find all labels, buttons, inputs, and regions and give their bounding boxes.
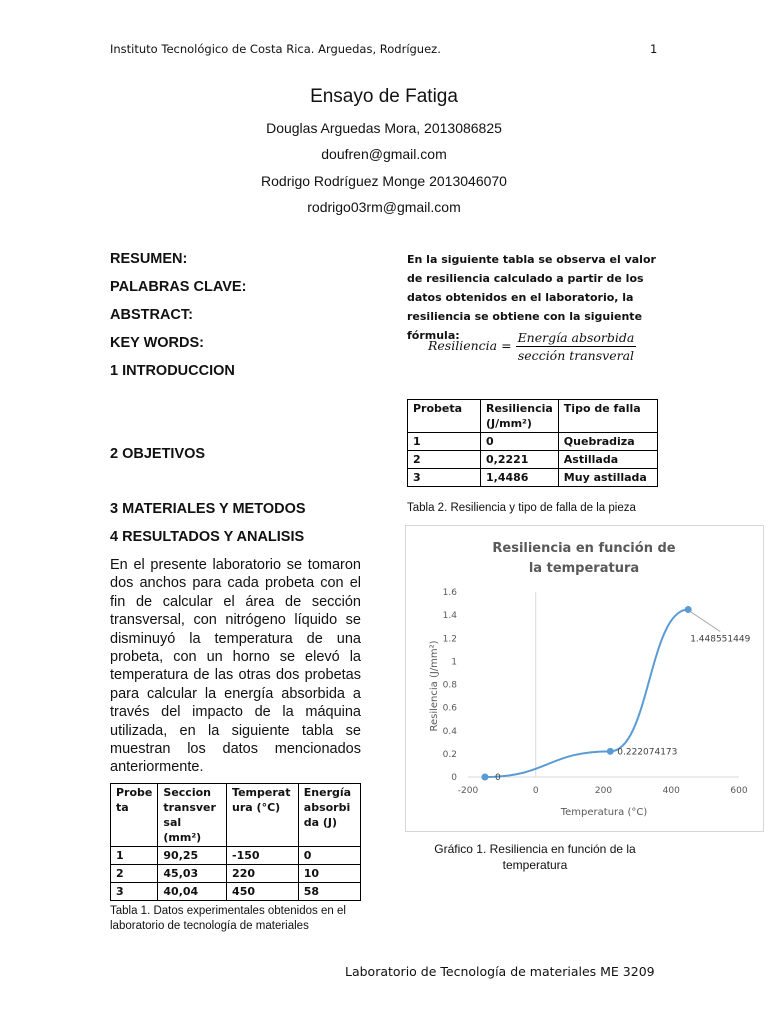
data-point bbox=[607, 748, 614, 755]
section-introduccion: 1 INTRODUCCION bbox=[110, 363, 235, 379]
formula-lhs: Resiliencia = bbox=[428, 338, 512, 353]
table-2-header-cell: Probeta bbox=[408, 400, 481, 433]
y-tick-label: 1.4 bbox=[442, 611, 457, 622]
table-cell: 45,03 bbox=[158, 865, 227, 883]
table-cell: 450 bbox=[227, 883, 299, 901]
table-1-caption: Tabla 1. Datos experimentales obtenidos en el laboratorio de tecnología de materiales bbox=[110, 905, 346, 932]
table-cell: 3 bbox=[408, 469, 481, 487]
y-tick-label: 1.6 bbox=[442, 588, 457, 598]
table-row bbox=[111, 865, 361, 883]
table-row bbox=[111, 883, 361, 901]
x-tick-label: -200 bbox=[457, 786, 479, 796]
table-cell: 3 bbox=[111, 883, 158, 901]
data-label: 0 bbox=[494, 773, 501, 783]
chart-axes bbox=[468, 592, 739, 777]
chart-x-axis-label: Temperatura (°C) bbox=[560, 807, 648, 818]
author-email-2: rodrigo03rm@gmail.com bbox=[307, 199, 461, 215]
table-1-header-cell: Energía absorbi da (J) bbox=[298, 784, 360, 847]
table-row bbox=[111, 847, 361, 865]
y-tick-label: 0.4 bbox=[442, 726, 457, 737]
table-1 bbox=[110, 783, 361, 901]
author-email-1: doufren@gmail.com bbox=[321, 146, 447, 162]
table-1-header-row bbox=[111, 784, 361, 847]
running-header: Instituto Tecnológico de Costa Rica. Arguedas, Rodríguez. bbox=[110, 42, 441, 56]
y-tick-label: 1 bbox=[451, 657, 457, 668]
formula-fraction bbox=[516, 330, 637, 363]
y-tick-label: 1.2 bbox=[442, 634, 457, 645]
table-2-caption: Tabla 2. Resiliencia y tipo de falla de la pieza bbox=[407, 502, 636, 514]
table-cell: 40,04 bbox=[158, 883, 227, 901]
table-2-header-cell: Resiliencia (J/mm²) bbox=[481, 400, 559, 433]
chart-title-line-1: Resiliencia en función de bbox=[492, 541, 676, 556]
section-resultados: 4 RESULTADOS Y ANALISIS bbox=[110, 529, 305, 545]
table-cell: 1,4486 bbox=[481, 469, 559, 487]
table-row bbox=[408, 451, 658, 469]
section-key-words: KEY WORDS: bbox=[110, 335, 204, 351]
chart-caption: Gráfico 1. Resiliencia en función de la temperatura bbox=[434, 842, 636, 872]
formula-denominator: sección transveral bbox=[517, 348, 635, 363]
table-cell: 10 bbox=[298, 865, 360, 883]
table-1-header-cell: Probe ta bbox=[111, 784, 158, 847]
table-cell: Muy astillada bbox=[558, 469, 657, 487]
section-resumen: RESUMEN: bbox=[110, 251, 188, 267]
section-objetivos: 2 OBJETIVOS bbox=[110, 446, 206, 462]
section-abstract: ABSTRACT: bbox=[110, 307, 193, 323]
data-point bbox=[481, 774, 488, 781]
table-cell: 220 bbox=[227, 865, 299, 883]
author-name-1: Douglas Arguedas Mora, 2013086825 bbox=[266, 120, 502, 136]
y-tick-label: 0.6 bbox=[442, 703, 457, 714]
table-cell: -150 bbox=[227, 847, 299, 865]
y-tick-label: 0.2 bbox=[442, 749, 457, 760]
author-name-2: Rodrigo Rodríguez Monge 2013046070 bbox=[261, 173, 507, 189]
x-tick-label: 400 bbox=[662, 786, 680, 796]
table-row bbox=[408, 433, 658, 451]
chart-svg bbox=[406, 526, 763, 831]
table-cell: Quebradiza bbox=[558, 433, 657, 451]
results-paragraph: En el presente laboratorio se tomaron dos anchos para cada probeta con el fin de calcular el área de sección transversal, con nitrógeno líquido se disminuyó la temperatura de una probeta, con un horno se elevó la temperatura de las otras dos probetas para calcular la energía absorbida a través del impacto de la máquina utilizada, en la siguiente tabla se muestran los datos mencionados anteriormente. bbox=[110, 557, 361, 776]
table-cell: Astillada bbox=[558, 451, 657, 469]
table-2 bbox=[407, 399, 658, 487]
x-tick-label: 600 bbox=[730, 786, 748, 796]
section-palabras-clave: PALABRAS CLAVE: bbox=[110, 279, 247, 295]
section-materiales: 3 MATERIALES Y METODOS bbox=[110, 501, 306, 517]
y-tick-label: 0 bbox=[451, 773, 457, 783]
paper-title: Ensayo de Fatiga bbox=[310, 86, 458, 107]
page-number: 1 bbox=[650, 42, 658, 56]
data-label: 1.448551449 bbox=[690, 634, 751, 645]
table-cell: 0 bbox=[298, 847, 360, 865]
table-cell: 1 bbox=[408, 433, 481, 451]
page-footer: Laboratorio de Tecnología de materiales ME 3209 bbox=[345, 964, 655, 979]
resiliencia-formula bbox=[428, 330, 636, 363]
table-cell: 1 bbox=[111, 847, 158, 865]
data-label: 0.222074173 bbox=[617, 747, 678, 758]
table-cell: 2 bbox=[408, 451, 481, 469]
table-2-header-cell: Tipo de falla bbox=[558, 400, 657, 433]
data-label-leader bbox=[690, 612, 720, 632]
x-tick-label: 200 bbox=[594, 786, 613, 796]
x-tick-label: 0 bbox=[532, 786, 539, 796]
resiliencia-intro-paragraph: En la siguiente tabla se observa el valor de resiliencia calculado a partir de los datos obtenidos en el laboratorio, la resiliencia se obtiene con la siguiente fórmula: bbox=[407, 253, 656, 342]
table-row bbox=[408, 469, 658, 487]
table-cell: 2 bbox=[111, 865, 158, 883]
table-1-header-cell: Temperat ura (°C) bbox=[227, 784, 299, 847]
table-cell: 58 bbox=[298, 883, 360, 901]
chart-y-axis-label: Resilencia (J/mm²) bbox=[429, 640, 440, 732]
table-1-header-cell: Seccion transver sal (mm²) bbox=[158, 784, 227, 847]
table-cell: 0,2221 bbox=[481, 451, 559, 469]
formula-numerator: Energía absorbida bbox=[517, 330, 635, 345]
chart-title-line-2: la temperatura bbox=[528, 561, 640, 576]
y-tick-label: 0.8 bbox=[442, 680, 457, 691]
table-cell: 0 bbox=[481, 433, 559, 451]
chart-series bbox=[481, 606, 750, 783]
table-cell: 90,25 bbox=[158, 847, 227, 865]
table-2-header-row bbox=[408, 400, 658, 433]
resiliencia-chart bbox=[405, 525, 764, 832]
